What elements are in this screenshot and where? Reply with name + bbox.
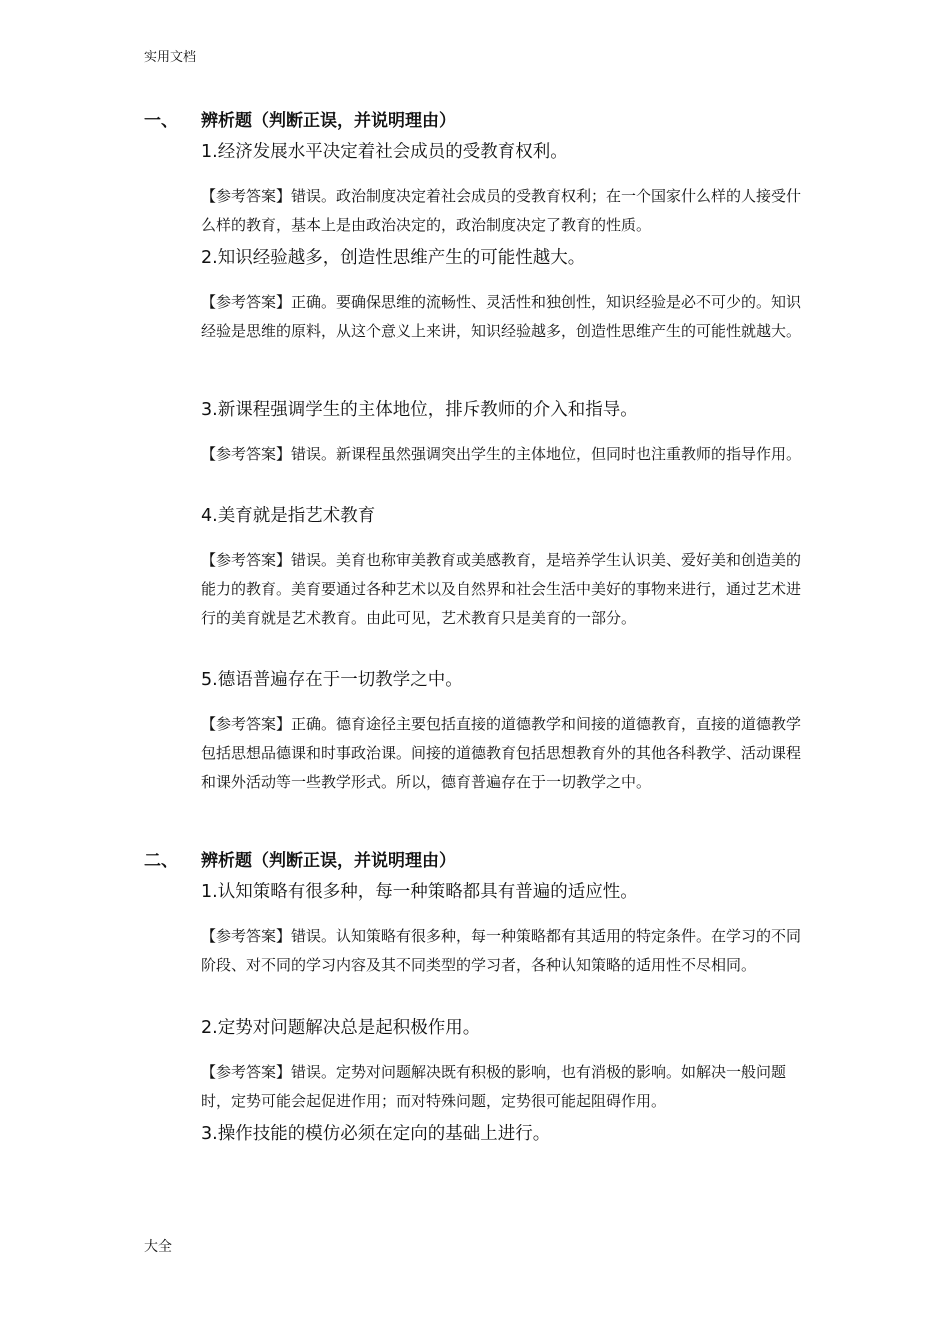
section-title: 辨析题（判断正误，并说明理由）: [201, 111, 456, 131]
answer-text: 【参考答案】正确。要确保思维的流畅性、灵活性和独创性，知识经验是必不可少的。知识经验是思维的原料，从这个意义上来讲，知识经验越多，创造性思维产生的可能性就越大。: [201, 293, 802, 340]
question-text: 4.美育就是指艺术教育: [201, 506, 376, 526]
section-heading: [144, 846, 844, 870]
question-text: 2.定势对问题解决总是起积极作用。: [201, 1018, 481, 1038]
question-text: 1.认知策略有很多种，每一种策略都具有普遍的适应性。: [201, 882, 638, 902]
page-footer: 大全: [144, 1239, 172, 1255]
answer-text: 【参考答案】错误。新课程虽然强调突出学生的主体地位，但同时也注重教师的指导作用。: [201, 445, 802, 463]
answer-text: 【参考答案】正确。德育途径主要包括直接的道德教学和间接的道德教育，直接的道德教学包括思想品德课和时事政治课。间接的道德教育包括思想教育外的其他各科教学、活动课程和课外活动等一些教学形式。所以，德育普遍存在于一切教学之中。: [201, 715, 802, 791]
answer-text: 【参考答案】错误。认知策略有很多种，每一种策略都有其适用的特定条件。在学习的不同阶段、对不同的学习内容及其不同类型的学习者，各种认知策略的适用性不尽相同。: [201, 927, 802, 974]
section-number: 二、: [144, 851, 178, 871]
answer-text: 【参考答案】错误。美育也称审美教育或美感教育，是培养学生认识美、爱好美和创造美的能力的教育。美育要通过各种艺术以及自然界和社会生活中美好的事物来进行，通过艺术进行的美育就是艺术教育。由此可见，艺术教育只是美育的一部分。: [201, 551, 802, 627]
answer-text: 【参考答案】错误。定势对问题解决既有积极的影响，也有消极的影响。如解决一般问题 时，定势可能会起促进作用；而对特殊问题，定势很可能起阻碍作用。: [201, 1063, 787, 1110]
section-title: 辨析题（判断正误，并说明理由）: [201, 851, 456, 871]
question-text: 3.新课程强调学生的主体地位，排斥教师的介入和指导。: [201, 400, 638, 420]
section-number: 一、: [144, 111, 178, 131]
page-header: 实用文档: [144, 50, 197, 65]
answer-text: 【参考答案】错误。政治制度决定着社会成员的受教育权利；在一个国家什么样的人接受什么样的教育，基本上是由政治决定的，政治制度决定了教育的性质。: [201, 187, 802, 234]
question-text: 1.经济发展水平决定着社会成员的受教育权利。: [201, 142, 568, 162]
question-text: 2.知识经验越多，创造性思维产生的可能性越大。: [201, 248, 586, 268]
section-heading: [144, 106, 844, 130]
question-text: 5.德语普遍存在于一切教学之中。: [201, 670, 463, 690]
question-text: 3.操作技能的模仿必须在定向的基础上进行。: [201, 1124, 551, 1144]
